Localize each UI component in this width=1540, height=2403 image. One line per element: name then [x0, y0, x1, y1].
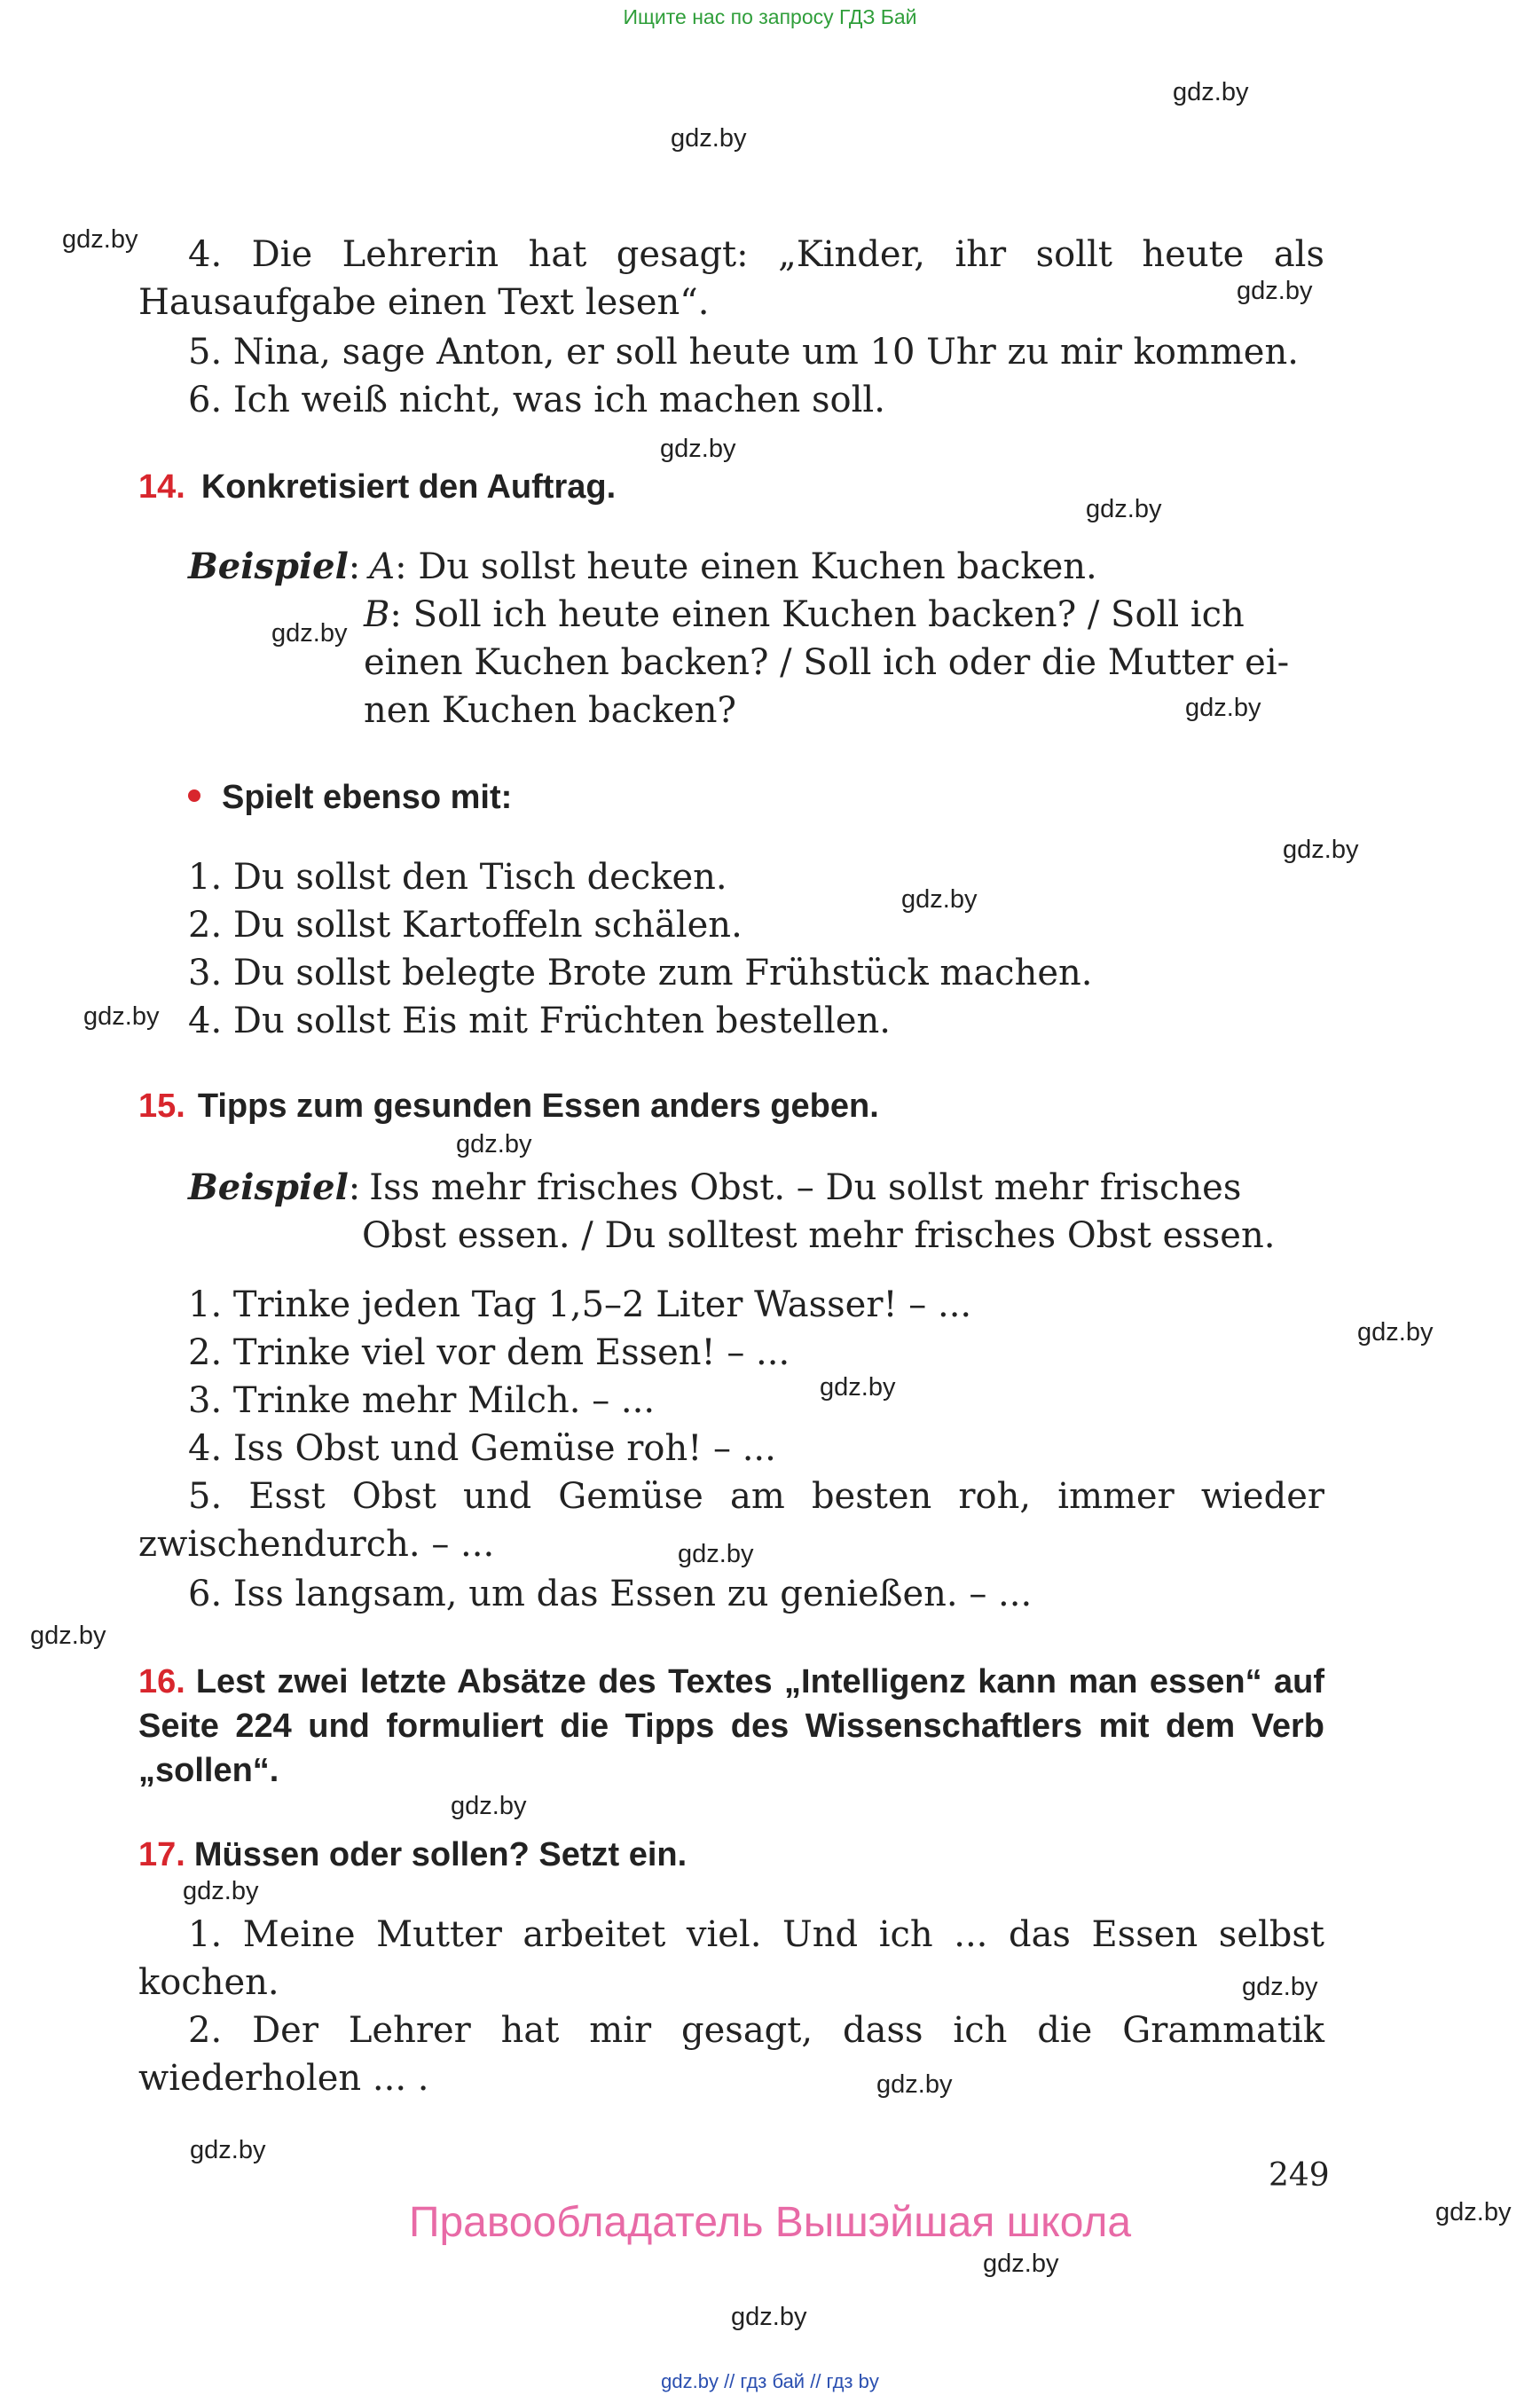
ex15-item-5: 5. Esst Obst und Gemüse am besten roh, immer wieder zwischendurch. – ... — [138, 1476, 1324, 1565]
ex15-beispiel-line1: Beispiel: Iss mehr frisches Obst. – Du sollst mehr frisches — [188, 1166, 1242, 1208]
watermark: gdz.by — [876, 2070, 953, 2099]
ex14-title: Konkretisiert den Auftrag. — [200, 468, 617, 506]
ex14-subtitle: Spielt ebenso mit: — [222, 779, 513, 816]
watermark: gdz.by — [660, 435, 736, 463]
ex15-item-4: 4. Iss Obst und Gemüse roh! – ... — [188, 1428, 776, 1469]
ex15-item-3: 3. Trinke mehr Milch. – ... — [188, 1380, 656, 1421]
watermark: gdz.by — [456, 1130, 532, 1158]
copyright-notice: Правообладатель Вышэйшая школа — [408, 2199, 1132, 2246]
ex14-number: 14. — [138, 468, 185, 506]
watermark: gdz.by — [1086, 495, 1162, 523]
watermark: gdz.by — [30, 1622, 106, 1650]
ex17-heading — [138, 1836, 687, 1874]
ex16-heading — [138, 1660, 1324, 1793]
watermark: gdz.by — [820, 1373, 896, 1402]
ex13-item-5: 5. Nina, sage Anton, er soll heute um 10 Uhr zu mir kommen. — [188, 332, 1299, 373]
ex14-b-label: B — [364, 594, 390, 635]
ex14-item-3: 3. Du sollst belegte Brote zum Frühstück machen. — [188, 953, 1093, 993]
ex15-item-6: 6. Iss langsam, um das Essen zu genießen. – ... — [188, 1574, 1033, 1614]
ex13-item-6: 6. Ich weiß nicht, was ich machen soll. — [188, 380, 885, 420]
ex15-heading — [138, 1088, 879, 1126]
ex15-item-2: 2. Trinke viel vor dem Essen! – ... — [188, 1332, 790, 1373]
watermark: gdz.by — [1237, 277, 1313, 305]
ex14-beispiel-a: Beispiel: A: Du sollst heute einen Kuchen backen. — [188, 546, 1097, 587]
watermark: gdz.by — [271, 619, 348, 648]
watermark: gdz.by — [678, 1540, 754, 1568]
ex15-beispiel-line2: Obst essen. / Du solltest mehr frisches Obst essen. — [362, 1215, 1276, 1256]
watermark: gdz.by — [1435, 2198, 1512, 2226]
watermark: gdz.by — [671, 124, 747, 153]
ex15-number: 15. — [138, 1088, 185, 1125]
ex14-beispiel-label: Beispiel — [188, 546, 349, 587]
page-number: 249 — [1269, 2157, 1330, 2194]
ex14-beispiel-b-line1 — [364, 591, 1245, 639]
ex17-item-2: 2. Der Lehrer hat mir gesagt, dass ich die Grammatik wiederholen ... . — [138, 2010, 1324, 2099]
ex15-beispiel-text-1: Iss mehr frisches Obst. – Du sollst mehr frisches — [369, 1167, 1242, 1208]
watermark: gdz.by — [731, 2303, 807, 2331]
ex14-beispiel-b-line2: einen Kuchen backen? / Soll ich oder die Mutter ei- — [364, 642, 1290, 683]
watermark: gdz.by — [1173, 78, 1249, 106]
ex17-item-1: 1. Meine Mutter arbeitet viel. Und ich ... das Essen selbst kochen. — [138, 1914, 1324, 2003]
watermark: gdz.by — [1242, 1973, 1318, 2001]
watermark: gdz.by — [1185, 694, 1261, 722]
ex14-item-4: 4. Du sollst Eis mit Früchten bestellen. — [188, 1001, 891, 1041]
ex15-title: Tipps zum gesunden Essen anders geben. — [197, 1088, 879, 1125]
ex14-a-label: A — [369, 546, 396, 587]
watermark: gdz.by — [1357, 1318, 1434, 1347]
ex14-heading — [138, 468, 616, 507]
bullet-icon — [188, 789, 200, 802]
watermark: gdz.by — [83, 1002, 160, 1031]
ex14-item-2: 2. Du sollst Kartoffeln schälen. — [188, 905, 742, 946]
watermark: gdz.by — [190, 2136, 266, 2164]
ex14-b-text-1: : Soll ich heute einen Kuchen backen? / Soll ich — [389, 594, 1245, 635]
ex14-beispiel-b-line3: nen Kuchen backen? — [364, 690, 736, 731]
watermark: gdz.by — [62, 225, 138, 254]
footer-links[interactable]: gdz.by // гдз бай // гдз by — [661, 2370, 879, 2392]
watermark: gdz.by — [983, 2250, 1059, 2278]
ex16-text: Lest zwei letzte Absätze des Textes „Intelligenz kann man essen“ auf Seite 224 und formuliert die Tipps des Wissenschaftlers mit dem Verb „sollen“. — [138, 1663, 1324, 1789]
top-banner[interactable]: Ищите нас по запросу ГДЗ Бай — [623, 5, 917, 28]
ex17-title: Müssen oder sollen? Setzt ein. — [193, 1836, 688, 1873]
ex14-item-1: 1. Du sollst den Tisch decken. — [188, 857, 727, 898]
ex17-number: 17. — [138, 1836, 185, 1873]
ex15-beispiel-label: Beispiel — [188, 1166, 349, 1208]
ex15-item-1: 1. Trinke jeden Tag 1,5–2 Liter Wasser! – ... — [188, 1284, 972, 1325]
watermark: gdz.by — [901, 885, 978, 914]
ex14-a-text: : Du sollst heute einen Kuchen backen. — [395, 546, 1097, 587]
watermark: gdz.by — [1283, 836, 1359, 864]
watermark: gdz.by — [451, 1792, 527, 1820]
ex13-item-4: 4. Die Lehrerin hat gesagt: „Kinder, ihr sollt heute als Hausaufgabe einen Text lesen“. — [138, 234, 1324, 323]
ex14-subheading — [188, 779, 512, 817]
watermark: gdz.by — [183, 1877, 259, 1905]
ex16-number: 16. — [138, 1663, 185, 1700]
